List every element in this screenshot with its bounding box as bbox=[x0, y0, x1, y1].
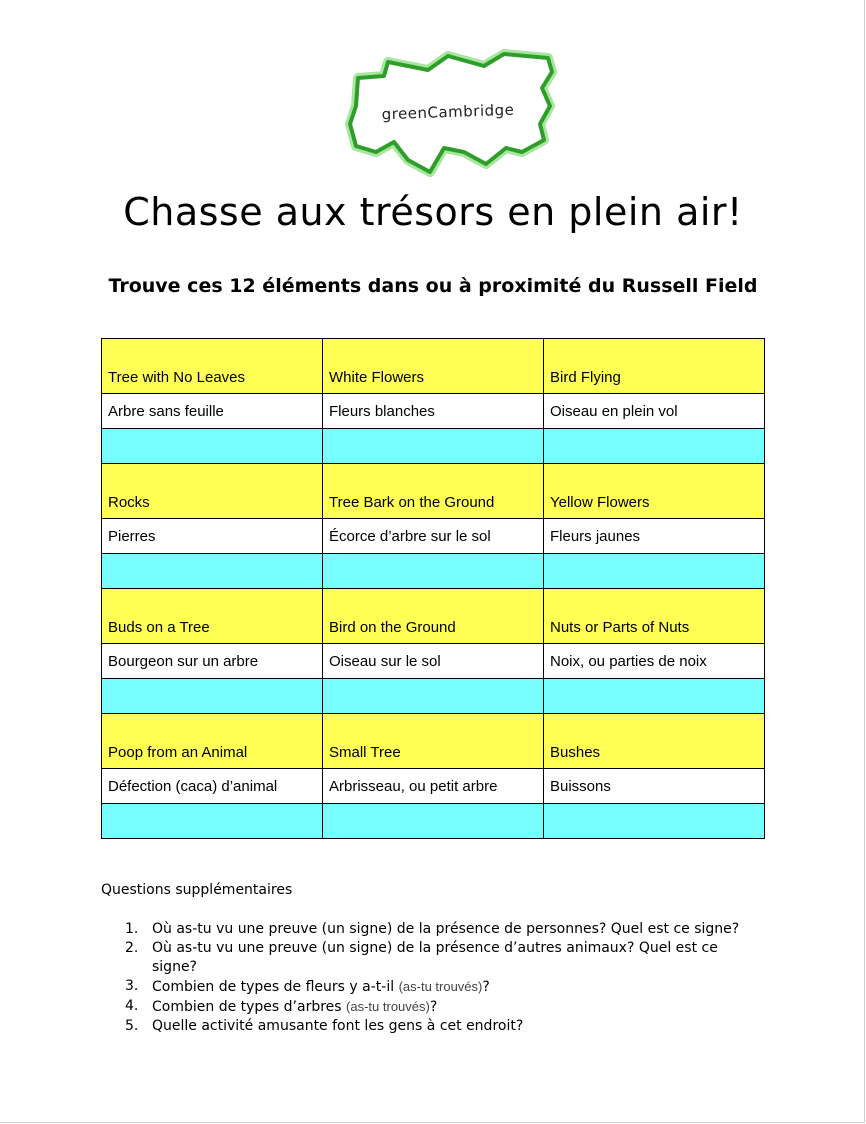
item-english-label: Buds on a Tree bbox=[102, 589, 323, 644]
item-english-label: Nuts or Parts of Nuts bbox=[544, 589, 765, 644]
question-item bbox=[118, 920, 758, 939]
question-number: 4. bbox=[125, 998, 139, 1014]
answer-cell[interactable] bbox=[323, 679, 544, 714]
page-title: Chasse aux trésors en plein air! bbox=[123, 190, 743, 234]
item-french-label: Buissons bbox=[544, 769, 765, 804]
item-english-label: Bird Flying bbox=[544, 339, 765, 394]
item-english-label: Bird on the Ground bbox=[323, 589, 544, 644]
english-row bbox=[102, 464, 765, 519]
answer-row bbox=[102, 679, 765, 714]
item-english-label: Tree with No Leaves bbox=[102, 339, 323, 394]
item-english-label: Bushes bbox=[544, 714, 765, 769]
question-text bbox=[152, 920, 758, 939]
question-main-text: Où as-tu vu une preuve (un signe) de la présence d’autres animaux? Quel est ce signe? bbox=[152, 940, 718, 975]
answer-cell[interactable] bbox=[323, 804, 544, 839]
item-french-label: Écorce d’arbre sur le sol bbox=[323, 519, 544, 554]
english-row bbox=[102, 714, 765, 769]
question-item bbox=[118, 939, 758, 977]
question-main-text: Combien de types de fleurs y a-t-il bbox=[152, 979, 399, 995]
answer-cell[interactable] bbox=[544, 429, 765, 464]
extra-questions-list bbox=[118, 920, 758, 1036]
item-english-label: Poop from an Animal bbox=[102, 714, 323, 769]
question-text bbox=[152, 939, 758, 977]
question-text bbox=[152, 997, 758, 1017]
answer-row bbox=[102, 804, 765, 839]
item-french-label: Fleurs blanches bbox=[323, 394, 544, 429]
item-french-label: Arbre sans feuille bbox=[102, 394, 323, 429]
answer-cell[interactable] bbox=[102, 554, 323, 589]
answer-cell[interactable] bbox=[323, 554, 544, 589]
question-number: 3. bbox=[125, 978, 139, 994]
item-french-label: Oiseau sur le sol bbox=[323, 644, 544, 679]
question-text bbox=[152, 1017, 758, 1036]
extra-questions-heading: Questions supplémentaires bbox=[101, 882, 293, 898]
question-main-text: Où as-tu vu une preuve (un signe) de la présence de personnes? Quel est ce signe? bbox=[152, 921, 740, 937]
english-row bbox=[102, 589, 765, 644]
answer-cell[interactable] bbox=[102, 429, 323, 464]
french-row bbox=[102, 644, 765, 679]
answer-row bbox=[102, 429, 765, 464]
item-english-label: Yellow Flowers bbox=[544, 464, 765, 519]
item-french-label: Défection (caca) d’animal bbox=[102, 769, 323, 804]
item-french-label: Oiseau en plein vol bbox=[544, 394, 765, 429]
item-english-label: White Flowers bbox=[323, 339, 544, 394]
item-english-label: Small Tree bbox=[323, 714, 544, 769]
page-subtitle: Trouve ces 12 éléments dans ou à proximité du Russell Field bbox=[108, 275, 758, 297]
answer-cell[interactable] bbox=[323, 429, 544, 464]
question-text bbox=[152, 977, 758, 997]
english-row bbox=[102, 339, 765, 394]
answer-cell[interactable] bbox=[544, 554, 765, 589]
question-item bbox=[118, 1017, 758, 1036]
question-end: ? bbox=[482, 979, 490, 995]
question-main-text: Combien de types d’arbres bbox=[152, 999, 347, 1015]
answer-cell[interactable] bbox=[102, 804, 323, 839]
question-main-text: Quelle activité amusante font les gens à cet endroit? bbox=[152, 1018, 524, 1034]
item-english-label: Tree Bark on the Ground bbox=[323, 464, 544, 519]
scavenger-hunt-table bbox=[101, 338, 765, 839]
question-number: 2. bbox=[125, 940, 139, 956]
item-french-label: Arbrisseau, ou petit arbre bbox=[323, 769, 544, 804]
question-end: ? bbox=[429, 999, 438, 1015]
french-row bbox=[102, 519, 765, 554]
french-row bbox=[102, 394, 765, 429]
question-item bbox=[118, 997, 758, 1017]
item-french-label: Noix, ou parties de noix bbox=[544, 644, 765, 679]
question-number: 1. bbox=[125, 921, 139, 937]
item-french-label: Pierres bbox=[102, 519, 323, 554]
question-number: 5. bbox=[125, 1018, 139, 1034]
question-aside: (as-tu trouvés) bbox=[346, 999, 430, 1014]
item-french-label: Bourgeon sur un arbre bbox=[102, 644, 323, 679]
question-item bbox=[118, 977, 758, 997]
question-aside: (as-tu trouvés) bbox=[398, 979, 483, 994]
french-row bbox=[102, 769, 765, 804]
answer-cell[interactable] bbox=[102, 679, 323, 714]
answer-cell[interactable] bbox=[544, 804, 765, 839]
item-french-label: Fleurs jaunes bbox=[544, 519, 765, 554]
logo-text: greenCambridge bbox=[381, 100, 515, 124]
item-english-label: Rocks bbox=[102, 464, 323, 519]
answer-row bbox=[102, 554, 765, 589]
answer-cell[interactable] bbox=[544, 679, 765, 714]
